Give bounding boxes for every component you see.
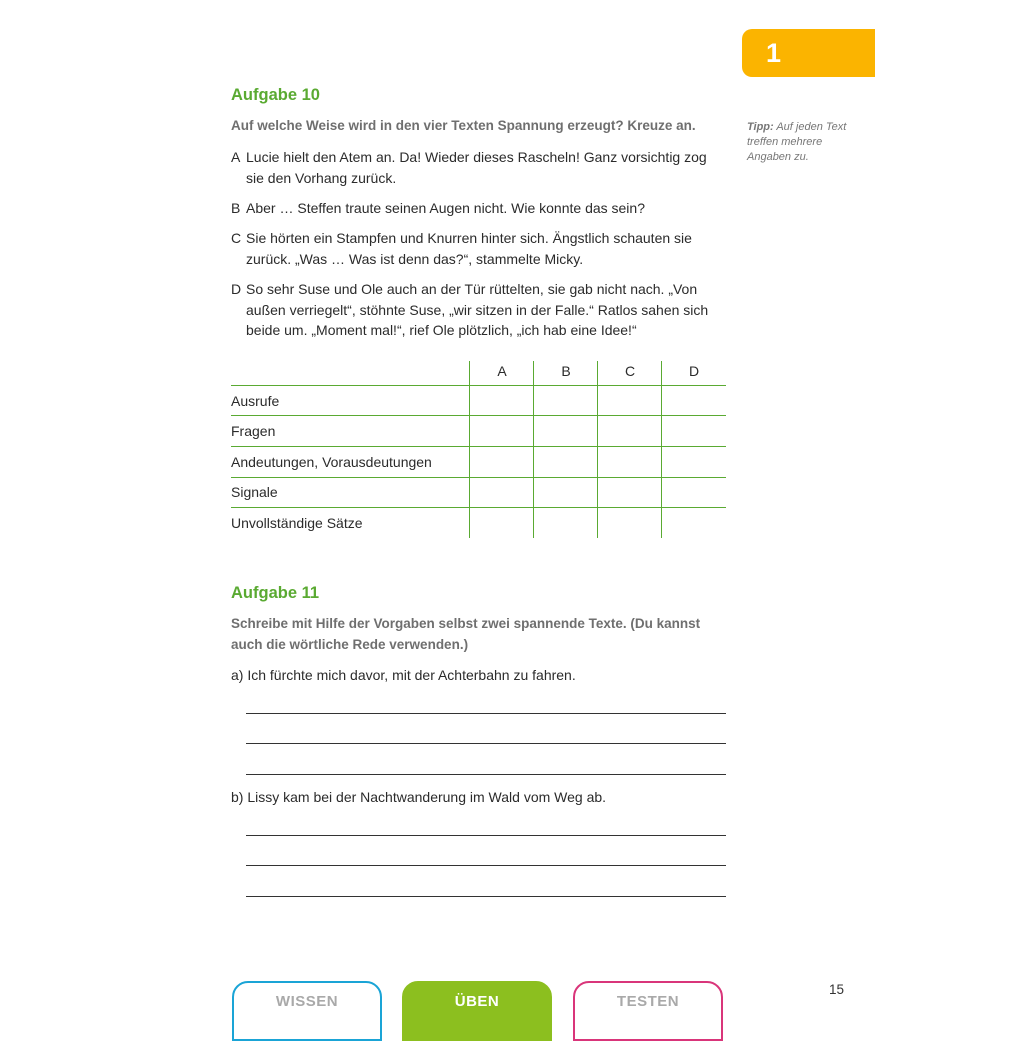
row-divider <box>231 415 726 416</box>
checkbox-cell-signale-b[interactable] <box>535 478 597 506</box>
column-divider <box>661 361 662 538</box>
column-header-d: D <box>688 363 700 379</box>
text-item-b <box>231 198 716 219</box>
item-text: Sie hörten ein Stampfen und Knurren hinter sich. Ängstlich schauten sie zurück. „Was … Was ist denn das?“, stammelte Micky. <box>246 230 692 267</box>
checkbox-cell-fragen-b[interactable] <box>535 417 597 445</box>
aufgabe-11-heading: Aufgabe 11 <box>231 584 320 602</box>
checkbox-cell-andeutungen-d[interactable] <box>663 448 725 476</box>
checkbox-cell-andeutungen-b[interactable] <box>535 448 597 476</box>
row-label-fragen: Fragen <box>231 423 276 439</box>
column-divider <box>469 361 470 538</box>
column-divider <box>597 361 598 538</box>
text-item-a <box>231 147 716 188</box>
tip-label: Tipp: <box>747 121 774 133</box>
checkbox-cell-unvollstaendige-c[interactable] <box>599 509 661 537</box>
row-label-andeutungen: Andeutungen, Vorausdeutungen <box>231 454 432 470</box>
text-item-d <box>231 279 716 341</box>
checkbox-cell-andeutungen-c[interactable] <box>599 448 661 476</box>
item-text: Lucie hielt den Atem an. Da! Wieder dieses Rascheln! Ganz vorsichtig zog sie den Vorhang zurück. <box>246 149 707 186</box>
checkbox-cell-signale-c[interactable] <box>599 478 661 506</box>
checkbox-cell-unvollstaendige-d[interactable] <box>663 509 725 537</box>
column-header-c: C <box>624 363 636 379</box>
item-letter: D <box>231 281 242 297</box>
row-divider <box>231 446 726 447</box>
tab-ueben[interactable]: ÜBEN <box>402 981 552 1041</box>
writing-line[interactable] <box>246 865 726 866</box>
writing-line[interactable] <box>246 713 726 714</box>
tab-testen[interactable]: TESTEN <box>573 981 723 1041</box>
checkbox-cell-signale-d[interactable] <box>663 478 725 506</box>
row-label-ausrufe: Ausrufe <box>231 393 280 409</box>
aufgabe-11-instruction: Schreibe mit Hilfe der Vorgaben selbst zwei spannende Texte. (Du kannst auch die wörtliche Rede verwenden.) <box>231 616 701 652</box>
checkbox-cell-fragen-c[interactable] <box>599 417 661 445</box>
checkbox-cell-fragen-d[interactable] <box>663 417 725 445</box>
item-text: So sehr Suse und Ole auch an der Tür rüttelten, sie gab nicht nach. „Von außen verriegelt“, stöhnte Suse, „wir sitzen in der Falle.“ Ratlos sahen sich beide um. „Moment mal!“, rief Ole plötzlich, „ich hab eine Idee!“ <box>246 281 709 338</box>
checkbox-cell-fragen-a[interactable] <box>471 417 533 445</box>
checkbox-cell-unvollstaendige-a[interactable] <box>471 509 533 537</box>
column-header-b: B <box>561 363 571 379</box>
checkbox-cell-signale-a[interactable] <box>471 478 533 506</box>
page-number: 15 <box>829 982 845 997</box>
row-divider <box>231 385 726 386</box>
answer-grid <box>231 361 726 538</box>
checkbox-cell-unvollstaendige-b[interactable] <box>535 509 597 537</box>
column-divider <box>533 361 534 538</box>
writing-line[interactable] <box>246 743 726 744</box>
prompt-b: b) Lissy kam bei der Nachtwanderung im Wald vom Weg ab. <box>231 789 607 805</box>
item-letter: A <box>231 149 241 165</box>
writing-line[interactable] <box>246 896 726 897</box>
tab-wissen[interactable]: WISSEN <box>232 981 382 1041</box>
tip-text: Auf jeden Text treffen mehrere Angaben zu. <box>747 121 847 163</box>
column-header-a: A <box>497 363 507 379</box>
writing-line[interactable] <box>246 774 726 775</box>
item-letter: B <box>231 200 241 216</box>
chapter-tab: 1 <box>742 29 875 77</box>
checkbox-cell-ausrufe-a[interactable] <box>471 387 533 415</box>
writing-line[interactable] <box>246 835 726 836</box>
aufgabe-10-instruction: Auf welche Weise wird in den vier Texten Spannung erzeugt? Kreuze an. <box>231 118 696 133</box>
text-item-c <box>231 228 716 269</box>
checkbox-cell-ausrufe-d[interactable] <box>663 387 725 415</box>
item-text: Aber … Steffen traute seinen Augen nicht. Wie konnte das sein? <box>246 200 645 216</box>
prompt-a: a) Ich fürchte mich davor, mit der Achterbahn zu fahren. <box>231 667 576 683</box>
item-letter: C <box>231 230 242 246</box>
row-label-unvollstaendige-saetze: Unvollständige Sätze <box>231 515 363 531</box>
checkbox-cell-ausrufe-c[interactable] <box>599 387 661 415</box>
checkbox-cell-ausrufe-b[interactable] <box>535 387 597 415</box>
row-label-signale: Signale <box>231 484 278 500</box>
tip-box <box>747 120 867 165</box>
aufgabe-10-heading: Aufgabe 10 <box>231 86 320 104</box>
row-divider <box>231 507 726 508</box>
checkbox-cell-andeutungen-a[interactable] <box>471 448 533 476</box>
